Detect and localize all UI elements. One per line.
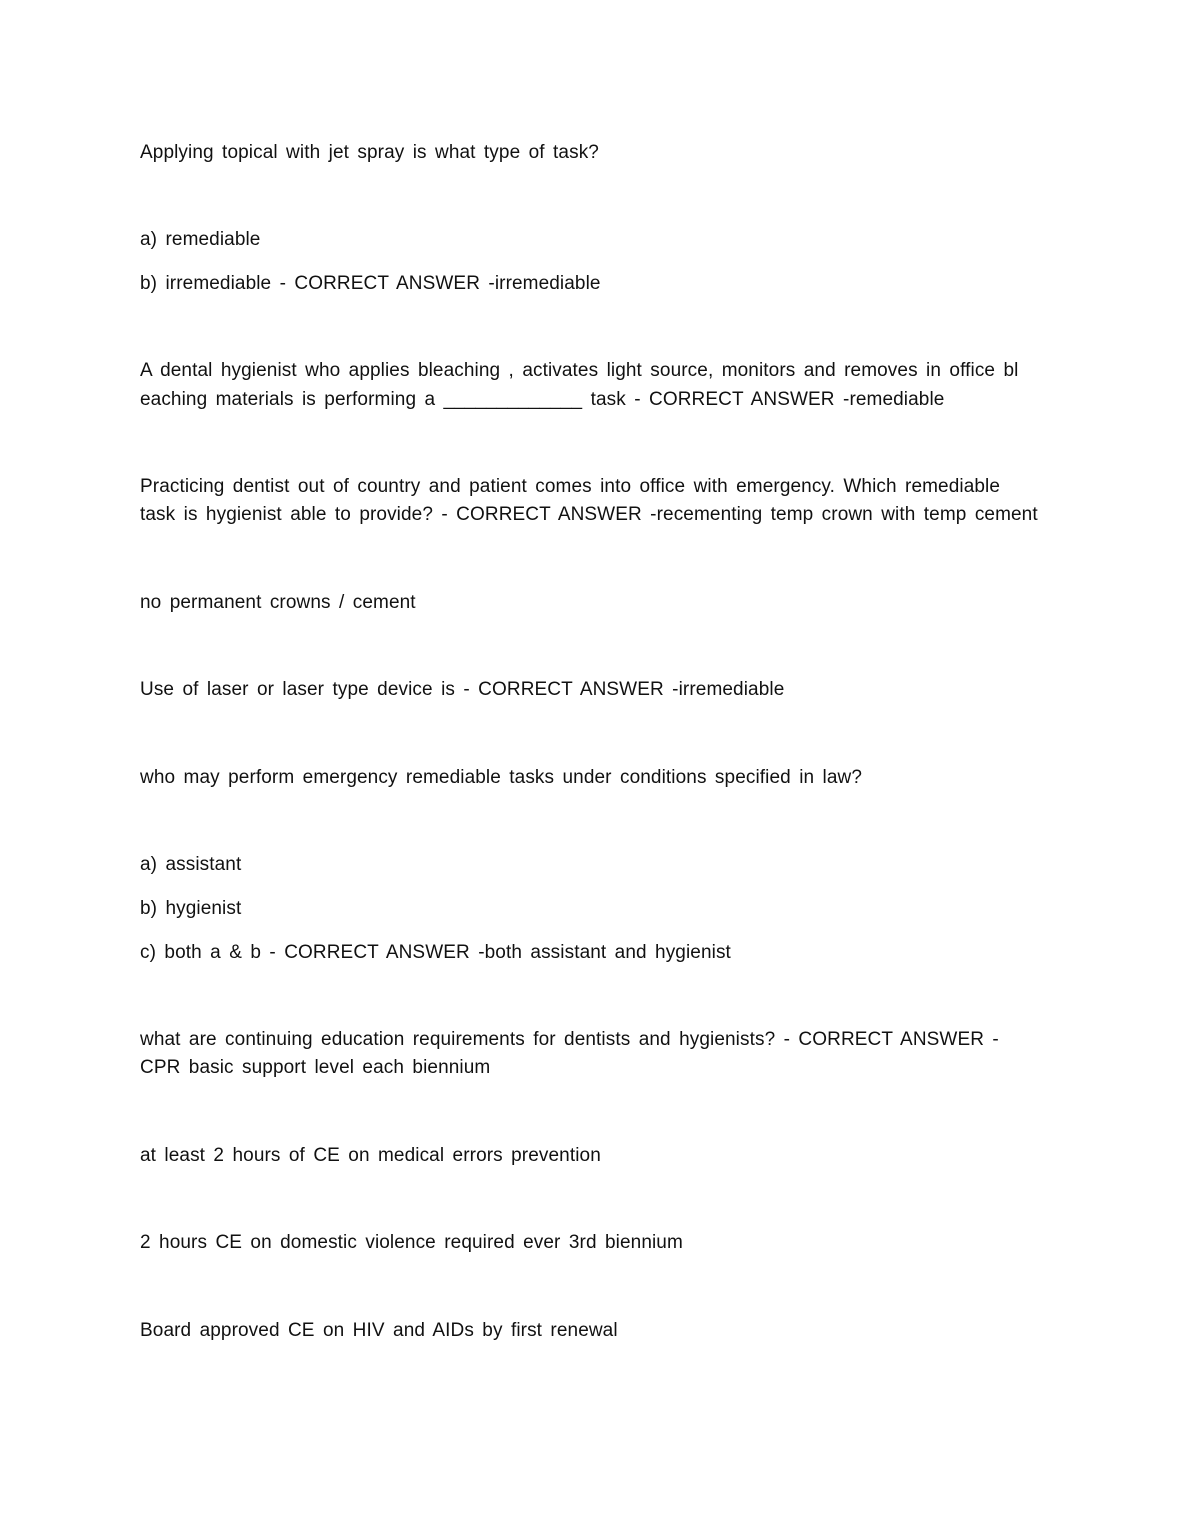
question-who-may-perform: who may perform emergency remediable tasks under conditions specified in law? <box>140 767 863 788</box>
answer-domestic-violence: 2 hours CE on domestic violence required ever 3rd biennium <box>140 1232 683 1253</box>
option-a-assistant: a) assistant <box>140 854 242 875</box>
option-b-irremediable-answer: b) irremediable - CORRECT ANSWER -irremediable <box>140 273 601 294</box>
option-c-both-answer: c) both a & b - CORRECT ANSWER -both assistant and hygienist <box>140 942 731 963</box>
answer-cpr-basic-support: CPR basic support level each biennium <box>140 1057 491 1078</box>
question-bleaching-line-1: A dental hygienist who applies bleaching , activates light source, monitors and removes in office bl <box>140 360 1019 381</box>
question-emergency-line-1: Practicing dentist out of country and patient comes into office with emergency. Which remediable <box>140 476 1001 497</box>
option-a-remediable: a) remediable <box>140 229 261 250</box>
question-ce-requirements: what are continuing education requirements for dentists and hygienists? - CORRECT ANSWER - <box>140 1029 999 1050</box>
note-no-permanent-crowns: no permanent crowns / cement <box>140 592 416 613</box>
answer-medical-errors: at least 2 hours of CE on medical errors prevention <box>140 1145 601 1166</box>
question-emergency-line-2: task is hygienist able to provide? - CORRECT ANSWER -recementing temp crown with temp cement <box>140 504 1038 525</box>
answer-hiv-aids: Board approved CE on HIV and AIDs by first renewal <box>140 1320 618 1341</box>
option-b-hygienist: b) hygienist <box>140 898 242 919</box>
question-bleaching-line-2: eaching materials is performing a _____________ task - CORRECT ANSWER -remediable <box>140 389 945 410</box>
question-laser: Use of laser or laser type device is - CORRECT ANSWER -irremediable <box>140 679 785 700</box>
question-jet-spray: Applying topical with jet spray is what type of task? <box>140 142 599 163</box>
